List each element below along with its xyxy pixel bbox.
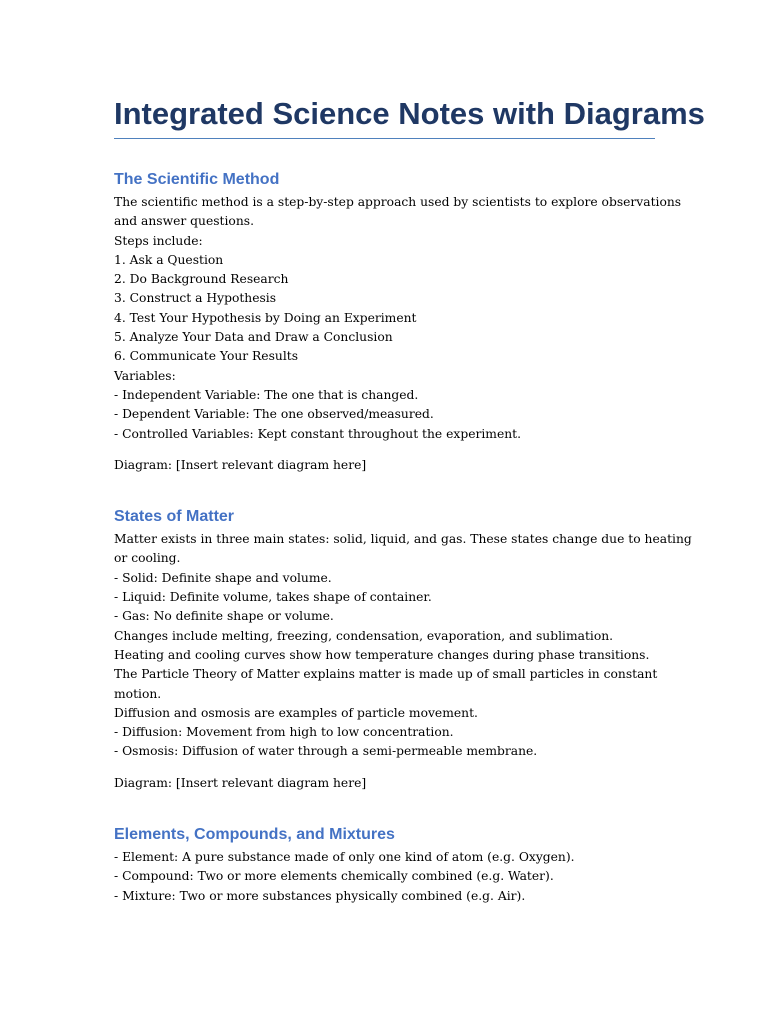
body-line: The Particle Theory of Matter explains matter is made up of small particles in constant bbox=[114, 667, 658, 682]
section-elements-compounds-mixtures bbox=[114, 824, 655, 906]
body-line: Steps include: bbox=[114, 233, 203, 248]
list-item: - Gas: No definite shape or volume. bbox=[114, 609, 334, 624]
list-item: 5. Analyze Your Data and Draw a Conclusion bbox=[114, 330, 393, 345]
body-line: Changes include melting, freezing, condensation, evaporation, and sublimation. bbox=[114, 628, 614, 643]
section-states-of-matter bbox=[114, 506, 692, 793]
title-underline bbox=[114, 138, 655, 139]
section-scientific-method bbox=[114, 169, 682, 475]
section-heading-scientific-method: The Scientific Method bbox=[114, 171, 280, 188]
list-item: 3. Construct a Hypothesis bbox=[114, 291, 277, 306]
section-body-elements-compounds-mixtures bbox=[114, 848, 655, 906]
body-line: Heating and cooling curves show how temperature changes during phase transitions. bbox=[114, 647, 650, 662]
list-item: - Osmosis: Diffusion of water through a semi-permeable membrane. bbox=[114, 744, 538, 759]
list-item: - Liquid: Definite volume, takes shape of container. bbox=[114, 590, 432, 605]
section-body-states-of-matter bbox=[114, 530, 692, 762]
diagram-placeholder-note: Diagram: [Insert relevant diagram here] bbox=[114, 775, 367, 790]
body-line: Diffusion and osmosis are examples of particle movement. bbox=[114, 705, 478, 720]
list-item: - Diffusion: Movement from high to low concentration. bbox=[114, 725, 454, 740]
section-body-scientific-method bbox=[114, 193, 682, 444]
body-line: and answer questions. bbox=[114, 214, 254, 229]
body-line: or cooling. bbox=[114, 551, 181, 566]
list-item: - Solid: Definite shape and volume. bbox=[114, 570, 332, 585]
list-item: - Dependent Variable: The one observed/measured. bbox=[114, 407, 434, 422]
body-line: motion. bbox=[114, 686, 162, 701]
list-item: 6. Communicate Your Results bbox=[114, 349, 299, 364]
list-item: 4. Test Your Hypothesis by Doing an Experiment bbox=[114, 310, 417, 325]
list-item: 1. Ask a Question bbox=[114, 252, 224, 267]
body-line: Matter exists in three main states: solid, liquid, and gas. These states change due to heating bbox=[114, 532, 692, 547]
list-item: - Mixture: Two or more substances physically combined (e.g. Air). bbox=[114, 888, 526, 903]
diagram-placeholder-note: Diagram: [Insert relevant diagram here] bbox=[114, 457, 367, 472]
body-line: Variables: bbox=[114, 368, 176, 383]
body-line: The scientific method is a step-by-step approach used by scientists to explore observations bbox=[114, 195, 682, 209]
list-item: - Independent Variable: The one that is changed. bbox=[114, 387, 419, 402]
list-item: 2. Do Background Research bbox=[114, 272, 289, 287]
list-item: - Controlled Variables: Kept constant throughout the experiment. bbox=[114, 426, 521, 441]
section-heading-elements-compounds-mixtures: Elements, Compounds, and Mixtures bbox=[114, 826, 395, 844]
section-heading-states-of-matter: States of Matter bbox=[114, 508, 235, 526]
list-item: - Compound: Two or more elements chemically combined (e.g. Water). bbox=[114, 869, 554, 884]
document-title: Integrated Science Notes with Diagrams bbox=[114, 96, 705, 131]
list-item: - Element: A pure substance made of only one kind of atom (e.g. Oxygen). bbox=[114, 850, 575, 865]
